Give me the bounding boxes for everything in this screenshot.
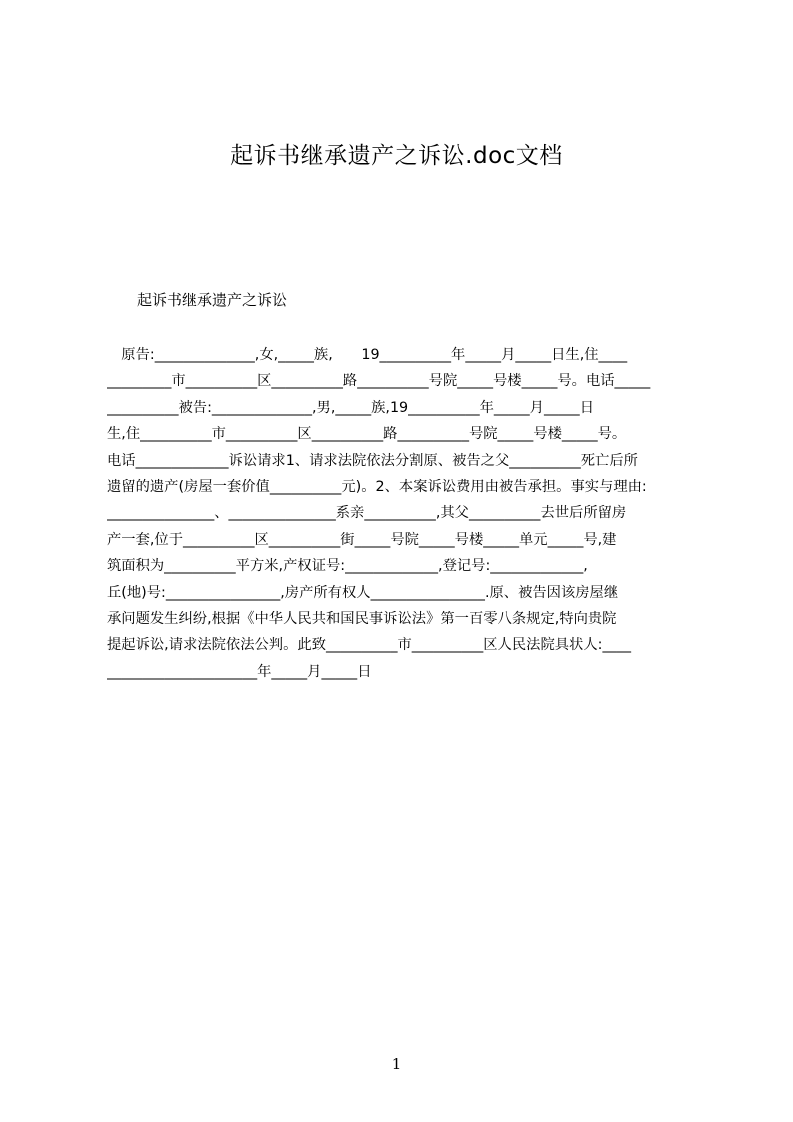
page-number: 1: [391, 1055, 402, 1073]
body-line: 电话_____________诉讼请求1、请求法院依法分割原、被告之父__________死亡后所: [107, 452, 638, 469]
body-line: _______________、_______________系亲__________,其父__________去世后所留房: [107, 505, 627, 522]
body-line: __________被告:______________,男,_____族,19__________年_____月_____日: [107, 399, 594, 416]
body-line: 筑面积为__________平方米,产权证号:_____________,登记号:_____________,: [107, 558, 588, 575]
body-line: 遗留的遗产(房屋一套价值__________元)。2、本案诉讼费用由被告承担。事实与理由:: [107, 478, 647, 495]
body-line: _____________________年_____月_____日: [107, 663, 372, 680]
complaint-body: [107, 342, 698, 685]
body-line: 产一套,位于__________区__________街_____号院_____号楼_____单元_____号,建: [107, 531, 617, 548]
body-line: 提起诉讼,请求法院依法公判。此致__________市__________区人民法院具状人:____: [107, 637, 632, 654]
body-line: 原告:______________,女,_____族, 19__________年_____月_____日生,住____: [107, 347, 628, 363]
body-line: 生,住__________市__________区__________路__________号院_____号楼_____号。: [107, 426, 627, 443]
document-title: 起诉书继承遗产之诉讼.doc文档: [230, 143, 563, 169]
body-line: _________市__________区__________路__________号院_____号楼_____号。电话_____: [107, 373, 651, 390]
body-line: 丘(地)号:________________,房产所有权人________________.原、被告因该房屋继: [107, 584, 619, 601]
body-line: 承问题发生纠纷,根据《中华人民共和国民事诉讼法》第一百零八条规定,特向贵院: [107, 610, 617, 627]
document-subtitle: 起诉书继承遗产之诉讼: [137, 291, 288, 309]
